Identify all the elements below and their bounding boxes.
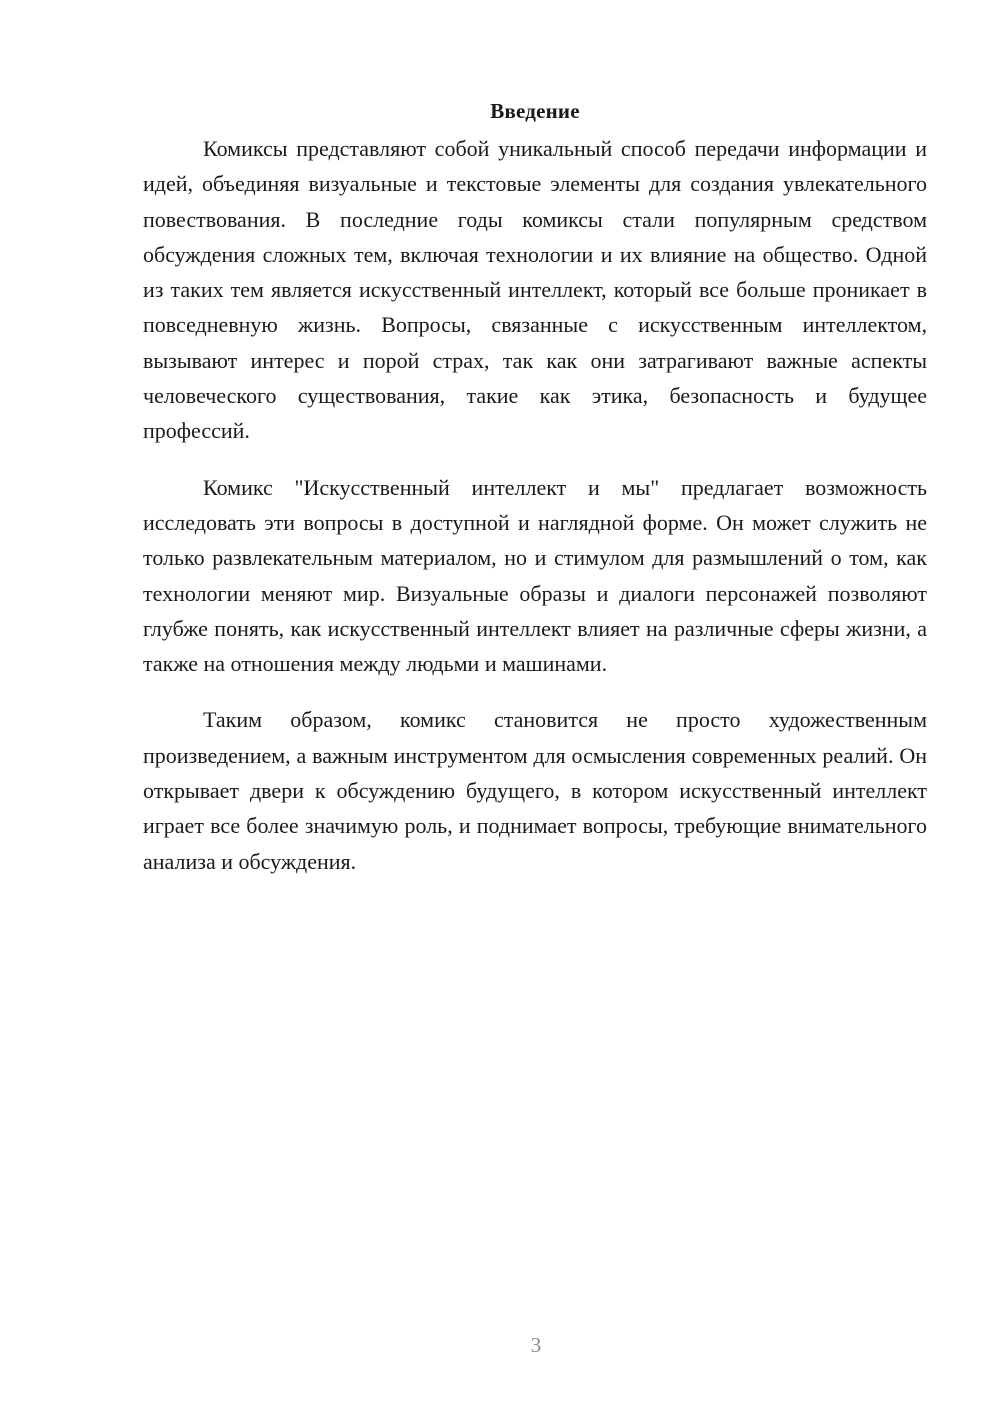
paragraph-3: Таким образом, комикс становится не просто художественным произведением, а важным инструментом для осмысления современных реалий. Он открывает двери к обсуждению будущего, в котором искусственный интеллект играет все более значимую роль, и поднимает вопросы, требующие внимательного анализа и обсуждения.: [143, 707, 927, 874]
page-number: 3: [530, 1333, 542, 1357]
page-content: [143, 95, 927, 900]
paragraph-1: Комиксы представляют собой уникальный способ передачи информации и идей, объединяя визуальные и текстовые элементы для создания увлекательного повествования. В последние годы комиксы стали популярным средством обсуждения сложных тем, включая технологии и их влияние на общество. Одной из таких тем является искусственный интеллект, который все больше проникает в повседневную жизнь. Вопросы, связанные с искусственным интеллектом, вызывают интерес и порой страх, так как они затрагивают важные аспекты человеческого существования, такие как этика, безопасность и будущее профессий.: [143, 136, 927, 444]
paragraph-2: Комикс "Искусственный интеллект и мы" предлагает возможность исследовать эти вопросы в доступной и наглядной форме. Он может служить не только развлекательным материалом, но и стимулом для размышлений о том, как технологии меняют мир. Визуальные образы и диалоги персонажей позволяют глубже понять, как искусственный интеллект влияет на различные сферы жизни, а также на отношения между людьми и машинами.: [143, 474, 927, 677]
section-title: Введение: [490, 99, 580, 123]
